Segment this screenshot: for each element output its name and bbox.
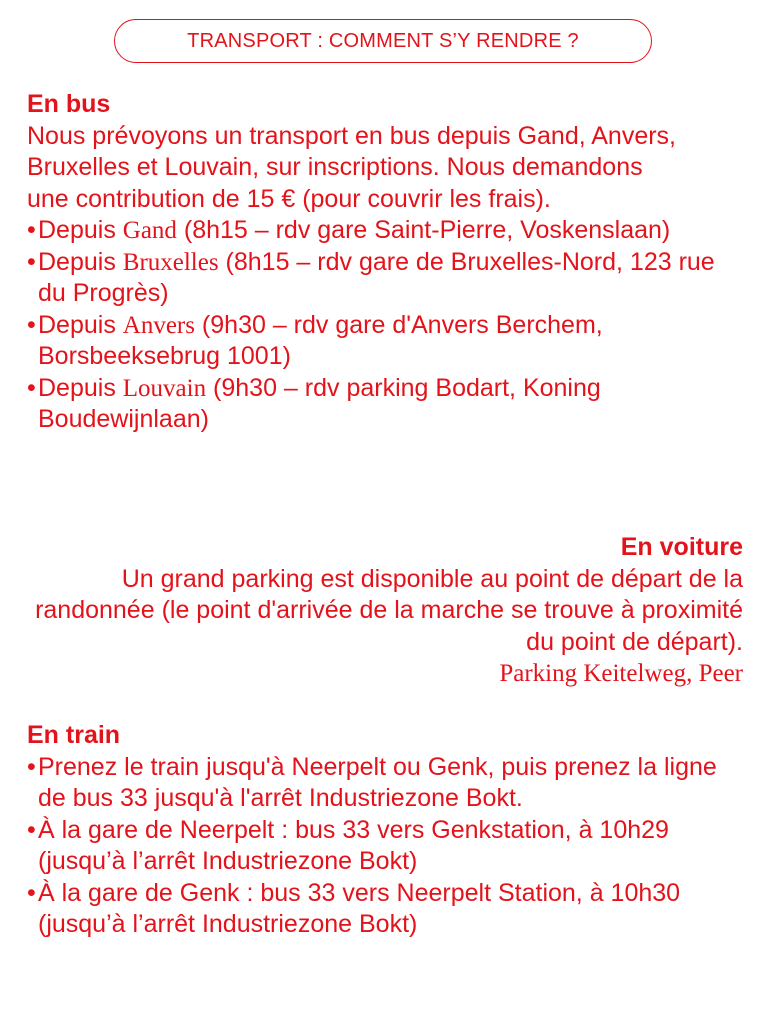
list-item-louvain xyxy=(27,373,747,436)
bus-item-prefix: Depuis xyxy=(38,373,123,402)
bus-item-prefix: Depuis xyxy=(38,310,123,339)
train-instructions-list xyxy=(27,752,727,941)
list-item: • À la gare de Genk : bus 33 vers Neerpelt Station, à 10h30 (jusqu’à l’arrêt Industriezone Bokt) xyxy=(27,878,727,941)
list-item: • Prenez le train jusqu'à Neerpelt ou Genk, puis prenez la ligne de bus 33 jusqu'à l'arrêt Industriezone Bokt. xyxy=(27,752,727,815)
bus-item-details: (8h15 – rdv gare de Bruxelles-Nord, 123 rue du Progrès) xyxy=(38,247,715,307)
car-text: Un grand parking est disponible au point de départ de la randonnée (le point d'arrivée de la marche se trouve à proximité du point de départ). xyxy=(35,564,743,656)
list-item-gand xyxy=(27,215,747,247)
bus-item-details: (8h15 – rdv gare Saint-Pierre, Voskenslaan) xyxy=(176,216,671,244)
list-item-bruxelles xyxy=(27,247,747,310)
car-location: Parking Keitelweg, Peer xyxy=(499,660,743,687)
train-heading: En train xyxy=(27,721,121,749)
train-section xyxy=(27,720,747,941)
bus-city-gand: Gand xyxy=(122,217,177,244)
bus-departure-list xyxy=(27,215,747,436)
list-item: • À la gare de Neerpelt : bus 33 vers Genkstation, à 10h29 (jusqu’à l’arrêt Industriezone Bokt) xyxy=(27,815,727,878)
bus-item-details: (9h30 – rdv parking Bodart, Koning Boudewijnlaan) xyxy=(38,373,601,433)
bus-section xyxy=(27,89,747,436)
car-heading: En voiture xyxy=(620,533,743,561)
bus-item-prefix: Depuis xyxy=(38,247,123,276)
page-title-pill xyxy=(114,19,652,63)
page-title: TRANSPORT : COMMENT S’Y RENDRE ? xyxy=(187,29,579,52)
bus-item-prefix: Depuis xyxy=(38,216,123,244)
bus-city-anvers: Anvers xyxy=(122,311,195,339)
list-item-anvers xyxy=(27,310,747,373)
bus-item-details: (9h30 – rdv gare d'Anvers Berchem, Borsbeeksebrug 1001) xyxy=(38,310,603,370)
bus-heading: En bus xyxy=(27,90,111,118)
bus-city-bruxelles: Bruxelles xyxy=(122,248,219,276)
car-section xyxy=(27,532,743,690)
bus-intro: Nous prévoyons un transport en bus depuis Gand, Anvers, Bruxelles et Louvain, sur inscriptions. Nous demandons une contribution de 15 € (pour couvrir les frais). xyxy=(27,121,676,213)
bus-city-louvain: Louvain xyxy=(122,374,207,402)
